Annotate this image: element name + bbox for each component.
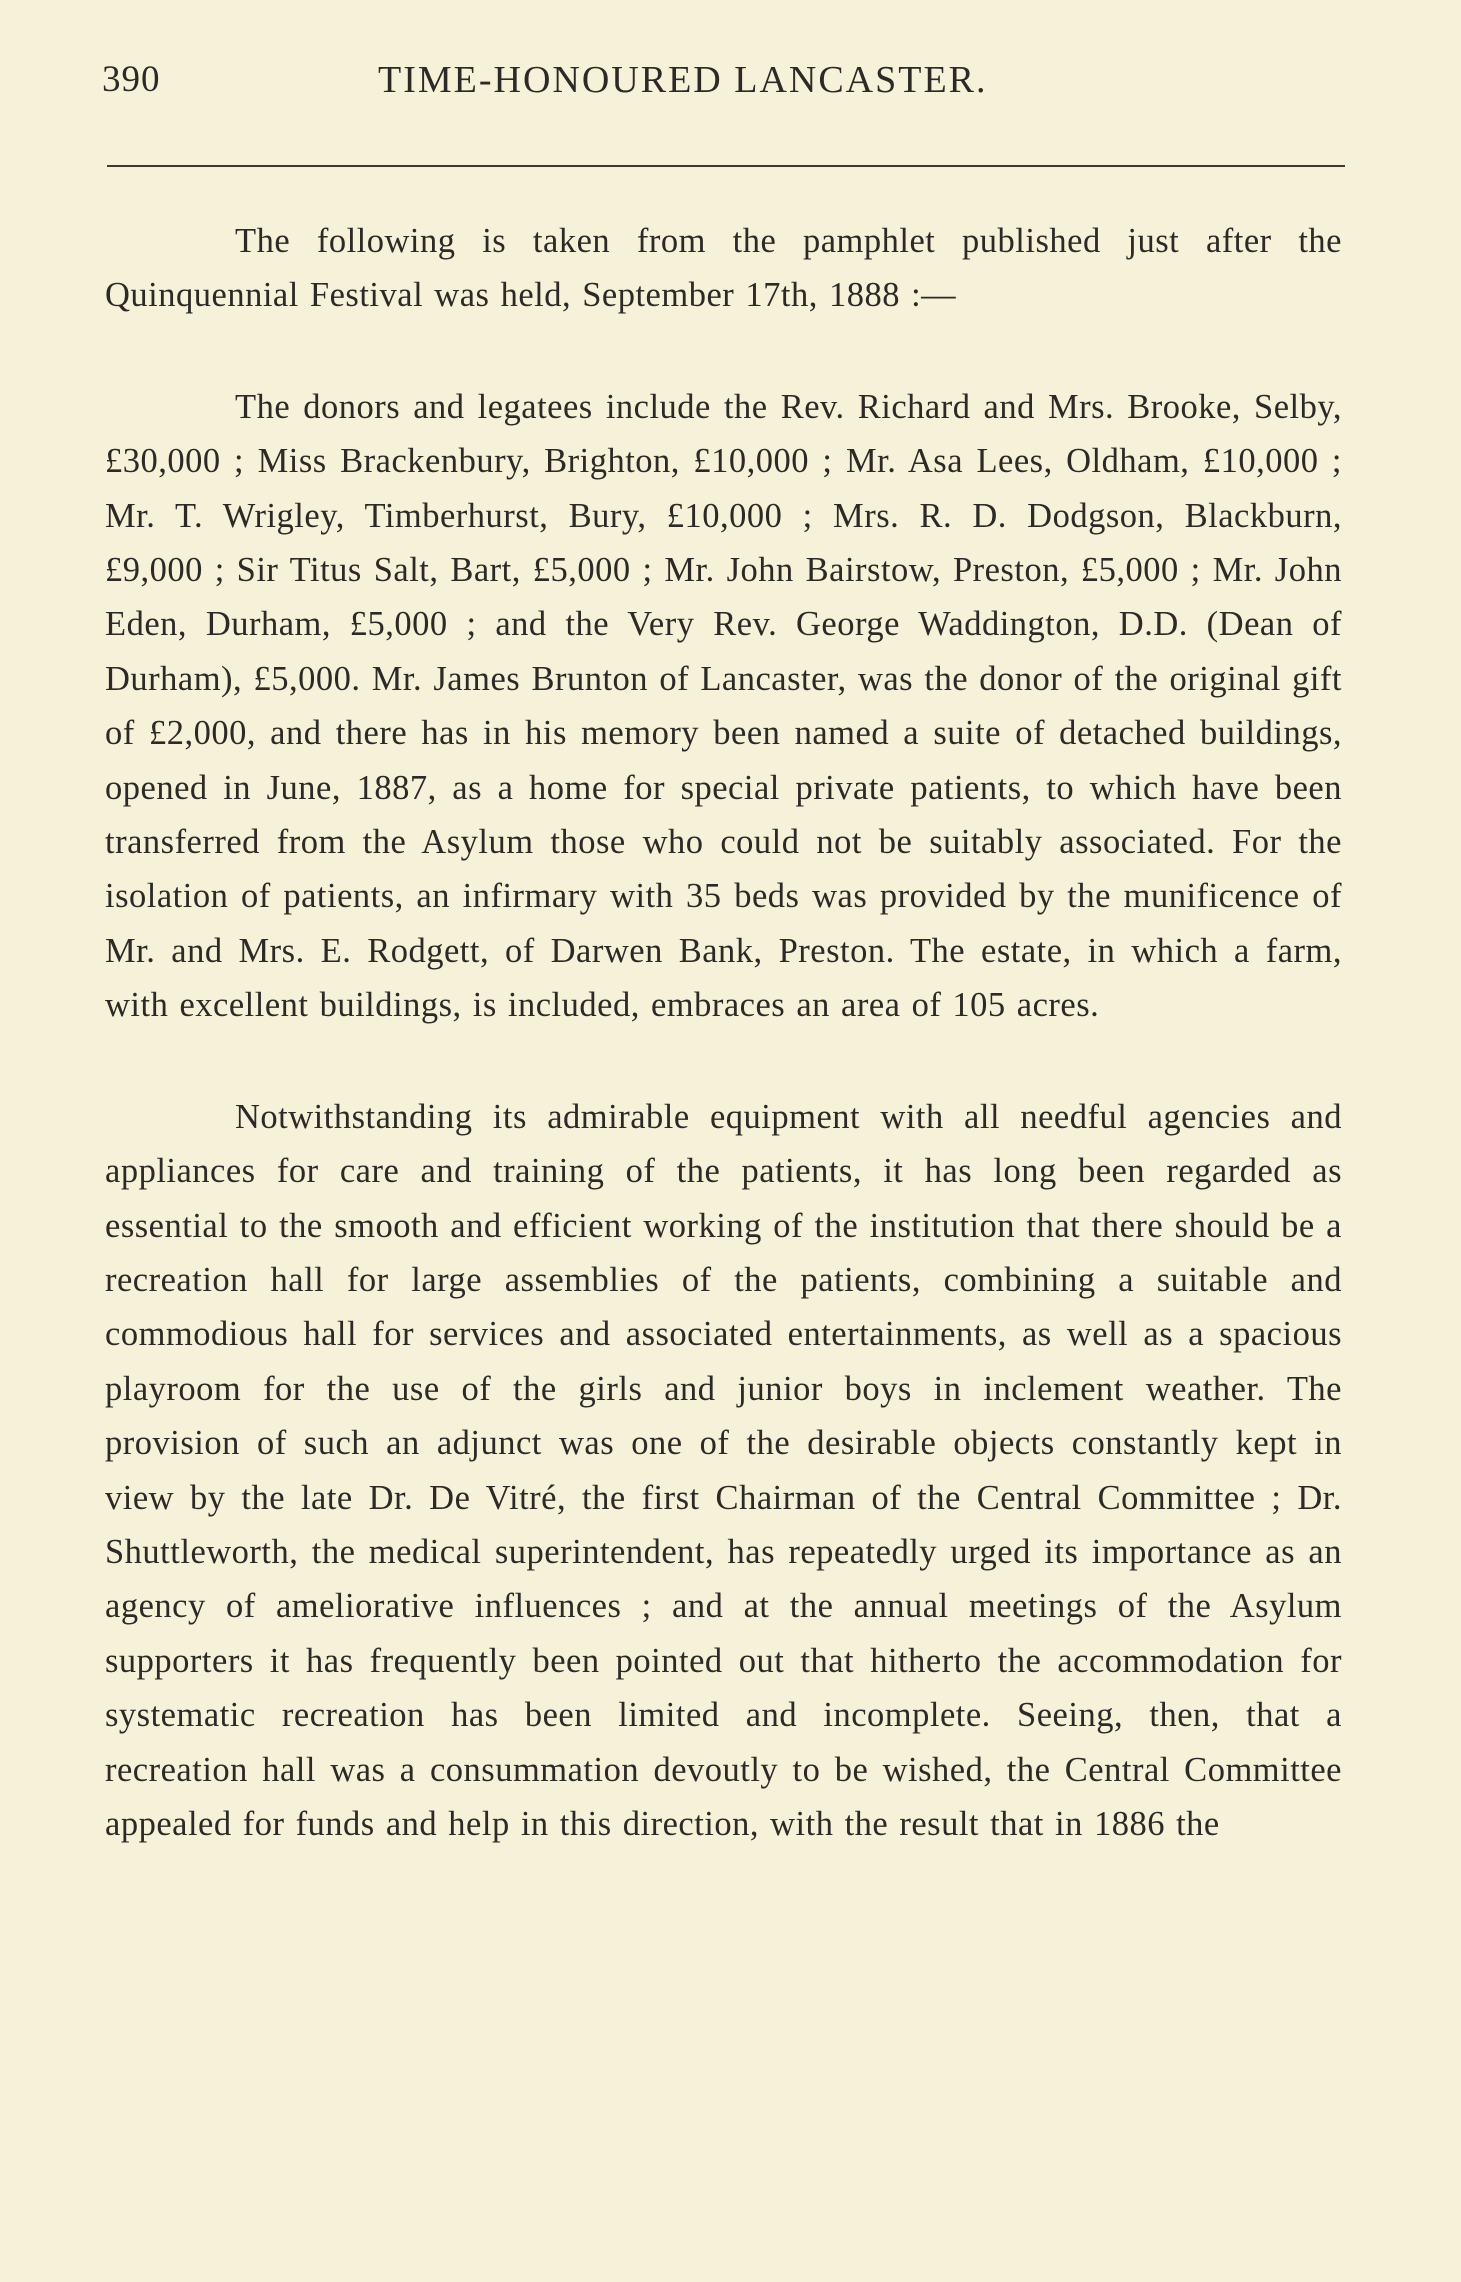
body-text xyxy=(105,214,1342,1851)
header-rule xyxy=(107,165,1345,167)
paragraph-recreation-hall: Notwithstanding its admirable equipment with all needful agencies and appliances for care and training of the patients, it has long been regarded as essential to the smooth and efficient working of the institution that there should be a recreation hall for large assemblies of the patients, combining a suitable and commodious hall for services and associated entertainments, as well as a spacious playroom for the use of the girls and junior boys in inclement weather. The provision of such an adjunct was one of the desirable objects constantly kept in view by the late Dr. De Vitré, the first Chairman of the Central Committee ; Dr. Shuttleworth, the medical superintendent, has repeatedly urged its importance as an agency of ameliorative influences ; and at the annual meetings of the Asylum supporters it has frequently been pointed out that hitherto the accommodation for systematic recreation has been limited and incomplete. Seeing, then, that a recreation hall was a consummation devoutly to be wished, the Central Committee appealed for funds and help in this direction, with the result that in 1886 the xyxy=(105,1097,1342,1843)
paragraph-intro: The following is taken from the pamphlet published just after the Quinquennial Festival was held, September 17th, 1888 :— xyxy=(105,222,1342,315)
running-title: TIME-HONOURED LANCASTER. xyxy=(378,59,988,101)
page-header xyxy=(102,58,1345,118)
paragraph-donors: The donors and legatees include the Rev. Richard and Mrs. Brooke, Selby, £30,000 ; Miss Brackenbury, Brighton, £10,000 ; Mr. Asa Lees, Oldham, £10,000 ; Mr. T. Wrigley, Timberhurst, Bury, £10,000 ; Mrs. R. D. Dodgson, Blackburn, £9,000 ; Sir Titus Salt, Bart, £5,000 ; Mr. John Bairstow, Preston, £5,000 ; Mr. John Eden, Durham, £5,000 ; and the Very Rev. George Waddington, D.D. (Dean of Durham), £5,000. Mr. James Brunton of Lancaster, was the donor of the original gift of £2,000, and there has in his memory been named a suite of detached buildings, opened in June, 1887, as a home for special private patients, to which have been transferred from the Asylum those who could not be suitably associated. For the isolation of patients, an infirmary with 35 beds was provided by the munificence of Mr. and Mrs. E. Rodgett, of Darwen Bank, Preston. The estate, in which a farm, with excellent buildings, is included, embraces an area of 105 acres. xyxy=(105,387,1342,1025)
page-number: 390 xyxy=(102,59,161,100)
